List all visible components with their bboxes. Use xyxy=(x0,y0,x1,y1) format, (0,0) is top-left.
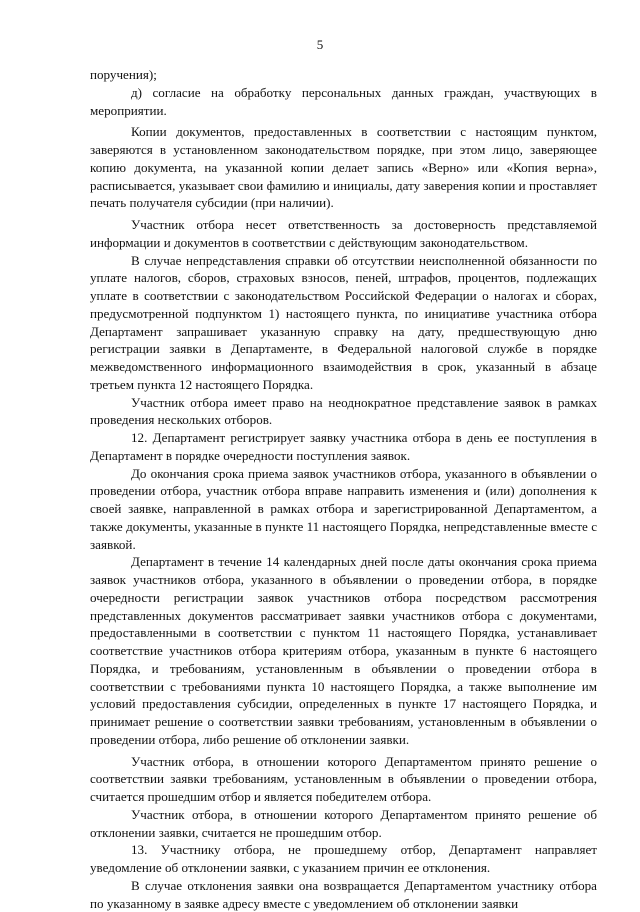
paragraph-13: В случае отклонения заявки она возвращается Департаментом участнику отбора по указанному в заявке адресу вместе с уведомлением об отклонении заявки xyxy=(90,877,597,911)
paragraph-2: д) согласие на обработку персональных данных граждан, участвующих в мероприятии. xyxy=(90,84,597,118)
paragraph-6: Участник отбора имеет право на неоднократное представление заявок в рамках проведения нескольких отборов. xyxy=(90,394,597,428)
page-number: 5 xyxy=(316,37,324,52)
paragraph-12: 13. Участнику отбора, не прошедшему отбор, Департамент направляет уведомление об отклонении заявки, с указанием причин ее отклонения. xyxy=(90,842,597,875)
paragraph-1: поручения); xyxy=(90,67,157,82)
paragraph-4: Участник отбора несет ответственность за достоверность представляемой информации и документов в соответствии с действующим законодательством. xyxy=(90,217,597,250)
paragraph-9: Департамент в течение 14 календарных дней после даты окончания срока приема заявок участников отбора, указанного в объявлении о проведении отбора, в порядке очередности регистрации заявок участников отбора посредством рассмотрения представленных документов рассматривает заявки участников отбора с документами, предоставленными в соответствии с пунктом 11 настоящего Порядка, устанавливает соответствие участников отбора критериям отбора, указанным в пункте 6 настоящего Порядка, и требованиям, установленным в объявлении о проведении отбора в соответствии с требованиями пункта 10 настоящего Порядка, а также выполнение им условий предоставления субсидии, определенных в пункте 17 настоящего Порядка, и принимает решение о соответствии заявки требованиям, установленным в объявлении о проведении отбора, либо решение об отклонении заявки. xyxy=(90,554,597,747)
paragraph-10: Участник отбора, в отношении которого Департаментом принято решение о соответствии заявки требованиям, установленным в объявлении о проведении отбора, считается прошедшим отбор и является победителем отбора. xyxy=(90,753,597,804)
paragraph-7: 12. Департамент регистрирует заявку участника отбора в день ее поступления в Департамент в порядке очередности поступления заявок. xyxy=(90,430,597,463)
paragraph-5: В случае непредставления справки об отсутствии неисполненной обязанности по уплате налогов, сборов, страховых взносов, пеней, штрафов, процентов, подлежащих уплате в соответствии с законодательством Российской Федерации о налогах и сборах, предусмотренной подпунктом 1) настоящего пункта, по инициативе участника отбора Департамент запрашивает указанную справку на дату, предшествующую дню регистрации заявки в Департаменте, в Федеральной налоговой службе в порядке межведомственного информационного взаимодействия в срок, указанный в абзаце третьем пункта 12 настоящего Порядка. xyxy=(90,252,597,392)
document-body xyxy=(90,66,597,912)
paragraph-8: До окончания срока приема заявок участников отбора, указанного в объявлении о проведении отбора, участник отбора вправе направить изменения и (или) дополнения к своей заявке, направленной в рамках отбора и зарегистрированной Департаментом, а также документы, указанные в пункте 11 настоящего Порядка, непредставленные вместе с заявкой. xyxy=(90,465,597,552)
paragraph-3: Копии документов, предоставленных в соответствии с настоящим пунктом, заверяются в установленном законодательством порядке, при этом лицо, заверяющее копию документа, на указанной копии делает запись «Верно» или «Копия верна», расписывается, указывает свои фамилию и инициалы, дату заверения копии и проставляет печать получателя субсидии (при наличии). xyxy=(90,124,597,211)
paragraph-11: Участник отбора, в отношении которого Департаментом принято решение об отклонении заявки, считается не прошедшим отбор. xyxy=(90,806,597,840)
